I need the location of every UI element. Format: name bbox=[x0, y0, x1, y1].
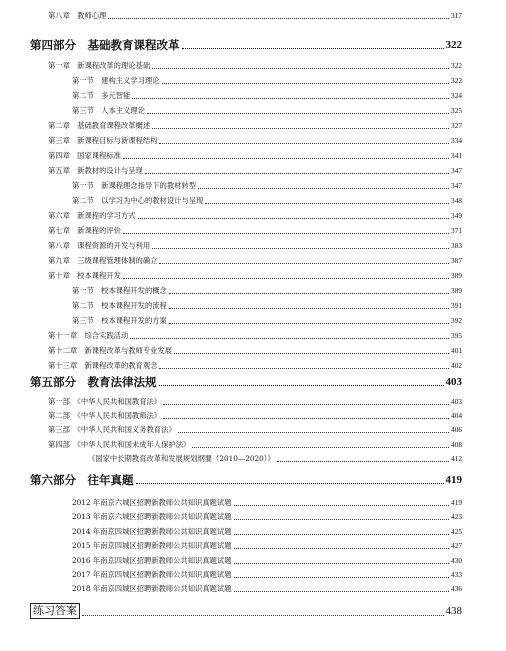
dot-leader bbox=[152, 248, 449, 249]
toc-part-label: 第五部分 教育法律法规 bbox=[30, 375, 157, 389]
toc-entry[interactable] bbox=[72, 76, 462, 86]
dot-leader bbox=[130, 338, 449, 339]
toc-entry[interactable] bbox=[48, 331, 462, 341]
toc-entry[interactable] bbox=[48, 271, 462, 281]
dot-leader bbox=[136, 483, 444, 484]
dot-leader bbox=[159, 368, 449, 369]
dot-leader bbox=[163, 418, 449, 419]
toc-entry-page: 389 bbox=[451, 271, 462, 280]
toc-entry-label: 2015 年南京四城区招聘新教师公共知识真题试题 bbox=[72, 541, 232, 550]
toc-entry-label: 第三节 人本主义理论 bbox=[72, 106, 145, 115]
toc-entry-label: 第六章 新课程的学习方式 bbox=[48, 211, 136, 220]
toc-entry-label: 第十三章 新课程改革的教育观念 bbox=[48, 361, 158, 370]
toc-part-heading[interactable] bbox=[30, 38, 462, 52]
dot-leader bbox=[234, 548, 450, 549]
toc-entry-page: 395 bbox=[451, 331, 462, 340]
toc-entry[interactable] bbox=[48, 151, 462, 161]
dot-leader bbox=[138, 218, 449, 219]
toc-entry-label: 第二章 基础教育课程改革概述 bbox=[48, 121, 151, 130]
dot-leader bbox=[152, 68, 449, 69]
toc-entry-page: 322 bbox=[451, 76, 462, 85]
dot-leader bbox=[169, 323, 449, 324]
toc-entry-label: 第五章 新教材的设计与呈现 bbox=[48, 166, 143, 175]
toc-entry-page: 324 bbox=[451, 91, 462, 100]
toc-entry-page: 406 bbox=[451, 425, 462, 434]
toc-entry-page: 341 bbox=[451, 151, 462, 160]
dot-leader bbox=[192, 447, 449, 448]
toc-entry[interactable] bbox=[48, 361, 462, 371]
toc-entry[interactable] bbox=[72, 570, 462, 580]
dot-leader bbox=[169, 293, 449, 294]
dot-leader bbox=[234, 505, 450, 506]
toc-entry-label: 第八章 课程资源的开发与利用 bbox=[48, 241, 151, 250]
toc-entry-page: 412 bbox=[451, 454, 462, 463]
toc-entry-label: 《国家中长期教育改革和发展规划纲要（2010—2020）》 bbox=[88, 454, 275, 463]
dot-leader bbox=[123, 233, 449, 234]
toc-entry[interactable] bbox=[72, 541, 462, 551]
toc-entry-label: 第三节 校本课程开发的方案 bbox=[72, 316, 167, 325]
toc-entry-label: 2013 年南京六城区招聘新教师公共知识真题试题 bbox=[72, 512, 232, 521]
toc-part-label: 第六部分 往年真题 bbox=[30, 473, 134, 487]
toc-entry-label: 2017 年南京四城区招聘新教师公共知识真题试题 bbox=[72, 570, 232, 579]
toc-entry-label: 第十章 校本课程开发 bbox=[48, 271, 121, 280]
toc-entry-page: 347 bbox=[451, 166, 462, 175]
toc-entry-page: 408 bbox=[451, 440, 462, 449]
toc-entry-label: 第九章 三级课程管理体制的确立 bbox=[48, 256, 158, 265]
dot-leader bbox=[163, 404, 449, 405]
dot-leader bbox=[277, 461, 449, 462]
dot-leader bbox=[108, 18, 449, 19]
toc-entry[interactable] bbox=[88, 454, 462, 464]
toc-part-page: 403 bbox=[445, 376, 462, 388]
toc-entry[interactable] bbox=[72, 181, 462, 191]
toc-entry[interactable] bbox=[72, 196, 462, 206]
toc-entry[interactable] bbox=[48, 425, 462, 435]
dot-leader bbox=[159, 263, 449, 264]
toc-entry[interactable] bbox=[72, 286, 462, 296]
toc-entry[interactable] bbox=[72, 556, 462, 566]
toc-entry[interactable] bbox=[72, 512, 462, 522]
dot-leader bbox=[147, 113, 449, 114]
toc-entry-label: 第一节 新课程理念指导下的教材转型 bbox=[72, 181, 197, 190]
dot-leader bbox=[234, 563, 450, 564]
toc-entry-label: 第四章 国家课程标准 bbox=[48, 151, 121, 160]
toc-entry-page: 403 bbox=[451, 397, 462, 406]
toc-entry-page: 322 bbox=[451, 61, 462, 70]
toc-entry-page: 347 bbox=[451, 181, 462, 190]
toc-entry-page: 436 bbox=[451, 584, 462, 593]
dot-leader bbox=[152, 128, 449, 129]
toc-part-page: 322 bbox=[445, 39, 462, 51]
toc-entry-page: 401 bbox=[451, 346, 462, 355]
toc-entry-label: 2014 年南京四城区招聘新教师公共知识真题试题 bbox=[72, 527, 232, 536]
toc-entry-page: 317 bbox=[451, 11, 462, 20]
dot-leader bbox=[198, 188, 449, 189]
toc-entry-page: 423 bbox=[451, 512, 462, 521]
dot-leader bbox=[174, 353, 449, 354]
toc-entry-label: 第二部 《中华人民共和国教师法》 bbox=[48, 411, 162, 420]
dot-leader bbox=[123, 158, 449, 159]
toc-answers-page: 438 bbox=[445, 605, 462, 617]
toc-entry-label: 第三章 新课程目标与新课程结构 bbox=[48, 136, 158, 145]
toc-entry-label: 第三部 《中华人民共和国义务教育法》 bbox=[48, 425, 176, 434]
toc-entry-label: 第四部 《中华人民共和国未成年人保护法》 bbox=[48, 440, 191, 449]
dot-leader bbox=[234, 591, 450, 592]
toc-entry-page: 348 bbox=[451, 196, 462, 205]
toc-entry[interactable] bbox=[48, 121, 462, 131]
toc-entry[interactable] bbox=[72, 91, 462, 101]
toc-entry-page: 327 bbox=[451, 121, 462, 130]
toc-part-heading[interactable] bbox=[30, 375, 462, 389]
toc-entry-label: 第二节 以学习为中心的教材设计与呈现 bbox=[72, 196, 204, 205]
toc-entry-label: 第十二章 新课程改革与教师专业发展 bbox=[48, 346, 173, 355]
dot-leader bbox=[169, 308, 449, 309]
toc-entry-page: 371 bbox=[451, 226, 462, 235]
dot-leader bbox=[234, 577, 450, 578]
toc-entry-page: 387 bbox=[451, 256, 462, 265]
toc-part-heading[interactable] bbox=[30, 473, 462, 487]
toc-entry[interactable] bbox=[48, 241, 462, 251]
toc-entry-page: 383 bbox=[451, 241, 462, 250]
dot-leader bbox=[162, 83, 449, 84]
toc-entry[interactable] bbox=[72, 106, 462, 116]
toc-entry[interactable] bbox=[48, 136, 462, 146]
toc-entry[interactable] bbox=[48, 411, 462, 421]
toc-entry-label: 第一章 新课程改革的理论基础 bbox=[48, 61, 151, 70]
toc-entry-page: 349 bbox=[451, 211, 462, 220]
toc-entry-label: 第二节 多元智能 bbox=[72, 91, 131, 100]
toc-entry-label: 第一节 校本课程开发的概念 bbox=[72, 286, 167, 295]
toc-entry[interactable] bbox=[48, 61, 462, 71]
toc-entry[interactable] bbox=[48, 440, 462, 450]
toc-entry-page: 425 bbox=[451, 527, 462, 536]
dot-leader bbox=[159, 385, 444, 386]
toc-entry-page: 325 bbox=[451, 106, 462, 115]
dot-leader bbox=[159, 143, 449, 144]
toc-entry-label: 第一部 《中华人民共和国教育法》 bbox=[48, 397, 162, 406]
toc-entry[interactable] bbox=[48, 256, 462, 266]
toc-entry-label: 2016 年南京四城区招聘新教师公共知识真题试题 bbox=[72, 556, 232, 565]
toc-answers-label: 练习答案 bbox=[30, 603, 80, 619]
toc-entry-label: 第七章 新课程的评价 bbox=[48, 226, 121, 235]
toc-entry-page: 419 bbox=[451, 498, 462, 507]
toc-entry-label: 2018 年南京四城区招聘新教师公共知识真题试题 bbox=[72, 584, 232, 593]
toc-entry-label: 第十一章 综合实践活动 bbox=[48, 331, 129, 340]
toc-entry-page: 430 bbox=[451, 556, 462, 565]
toc-entry-page: 402 bbox=[451, 361, 462, 370]
toc-entry[interactable] bbox=[48, 166, 462, 176]
dot-leader bbox=[132, 98, 449, 99]
toc-entry-page: 389 bbox=[451, 286, 462, 295]
toc-entry-page: 392 bbox=[451, 316, 462, 325]
dot-leader bbox=[234, 519, 450, 520]
toc-entry[interactable] bbox=[48, 11, 462, 21]
toc-answers-entry[interactable] bbox=[30, 603, 462, 619]
dot-leader bbox=[82, 615, 444, 616]
toc-entry[interactable] bbox=[72, 527, 462, 537]
toc-entry[interactable] bbox=[48, 346, 462, 356]
toc-entry[interactable] bbox=[48, 397, 462, 407]
toc-entry-page: 334 bbox=[451, 136, 462, 145]
toc-entry[interactable] bbox=[72, 498, 462, 508]
toc-entry-label: 2012 年南京六城区招聘新教师公共知识真题试题 bbox=[72, 498, 232, 507]
dot-leader bbox=[234, 534, 450, 535]
toc-entry[interactable] bbox=[72, 584, 462, 594]
toc-part-page: 419 bbox=[445, 474, 462, 486]
toc-entry-page: 427 bbox=[451, 541, 462, 550]
dot-leader bbox=[178, 432, 449, 433]
toc-entry[interactable] bbox=[48, 226, 462, 236]
toc-entry-page: 404 bbox=[451, 411, 462, 420]
toc-entry[interactable] bbox=[72, 316, 462, 326]
toc-entry[interactable] bbox=[48, 211, 462, 221]
toc-entry-page: 433 bbox=[451, 570, 462, 579]
toc-entry-label: 第八章 教师心理 bbox=[48, 11, 107, 20]
toc-part-label: 第四部分 基础教育课程改革 bbox=[30, 38, 180, 52]
dot-leader bbox=[145, 173, 449, 174]
dot-leader bbox=[205, 203, 449, 204]
toc-entry-label: 第一节 建构主义学习理论 bbox=[72, 76, 160, 85]
dot-leader bbox=[182, 48, 444, 49]
toc-entry-label: 第二节 校本课程开发的流程 bbox=[72, 301, 167, 310]
toc-entry[interactable] bbox=[72, 301, 462, 311]
toc-entry-page: 391 bbox=[451, 301, 462, 310]
dot-leader bbox=[123, 278, 449, 279]
